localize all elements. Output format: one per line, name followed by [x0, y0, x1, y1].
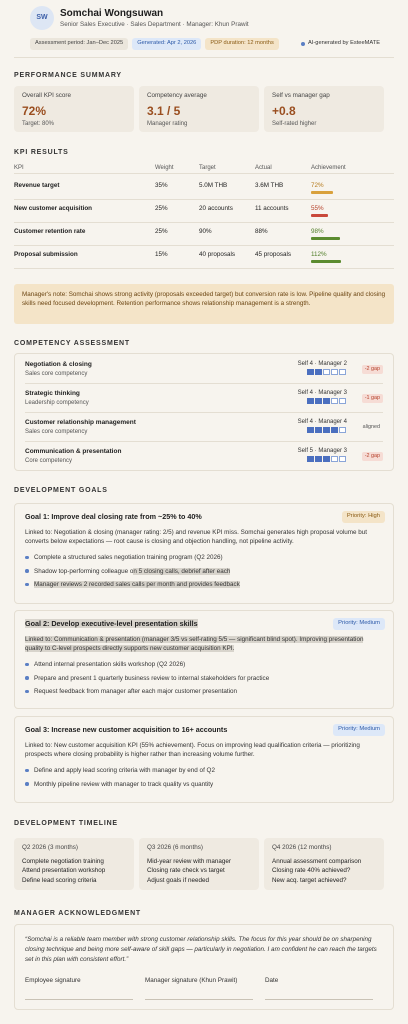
timeline-card-q3	[139, 838, 259, 890]
competency-score: Self 5 · Manager 3	[297, 448, 347, 454]
date-line[interactable]	[265, 999, 373, 1000]
kpi-row	[14, 222, 394, 246]
employee-signature-line[interactable]	[25, 999, 133, 1000]
rating-boxes	[307, 456, 346, 462]
goal-title: Goal 2: Develop executive-level presentation skills	[25, 619, 198, 628]
goal-description: Linked to: New customer acquisition KPI (55% achievement). Focus on improving lead qualification criteria — prioritizing prospects where closing probability is higher rather than increasing volume further.	[25, 741, 360, 759]
goal-action-item: Complete a structured sales negotiation training program (Q2 2026)	[25, 553, 383, 562]
summary-card-sub: Manager rating	[147, 120, 188, 127]
goal-actions	[25, 660, 383, 696]
competency-category: Core competency	[25, 458, 73, 464]
rating-box	[307, 456, 314, 462]
rating-box	[323, 456, 330, 462]
kpi-name: Customer retention rate	[14, 228, 86, 235]
rating-box	[331, 398, 338, 404]
kpi-weight: 15%	[155, 251, 168, 258]
kpi-achievement: 55%	[311, 205, 324, 212]
kpi-name: New customer acquisition	[14, 205, 93, 212]
section-title-goals: DEVELOPMENT GOALS	[14, 487, 108, 494]
goal-action-item: Request feedback from manager after each major customer presentation	[25, 687, 383, 696]
actual-col-header: Actual	[255, 165, 272, 171]
manager-signature-label: Manager signature (Khun Prawit)	[145, 977, 238, 984]
goal-action-text: Manager reviews 2 recorded sales calls per month and provides feedback	[34, 581, 240, 589]
rating-box	[315, 398, 322, 404]
summary-card-sub: Self-rated higher	[272, 120, 317, 127]
manager-quote: “Somchai is a reliable team member with strong customer relationship skills. The focus for this year should be on sharpening closing technique and being more self-aware of skill gaps — particularly in negotiation. I am confident he can reach the targets set in this plan with consistent effort.”	[25, 936, 377, 964]
timeline-item: Adjust goals if needed	[147, 877, 209, 884]
goal-action-item	[25, 567, 383, 576]
rating-box	[307, 369, 314, 375]
rating-box	[331, 427, 338, 433]
rating-box	[307, 398, 314, 404]
kpi-target: 40 proposals	[199, 251, 236, 258]
competency-row	[25, 356, 383, 384]
rating-box	[315, 427, 322, 433]
achievement-col-header: Achievement	[311, 165, 346, 171]
achievement-bar	[311, 214, 341, 217]
kpi-actual: 3.6M THB	[255, 182, 284, 189]
competency-category: Sales core competency	[25, 429, 88, 435]
competency-name: Negotiation & closing	[25, 361, 92, 368]
timeline-card-q2	[14, 838, 134, 890]
goal-action-item: Monthly pipeline review with manager to track quality vs quantity	[25, 780, 383, 789]
kpi-name: Revenue target	[14, 182, 60, 189]
timeline-item: Complete negotiation training	[22, 857, 104, 865]
summary-card-value: +0.8	[272, 103, 296, 118]
kpi-target: 90%	[199, 228, 212, 235]
kpi-row	[14, 199, 394, 223]
timeline-item: Closing rate 40% achieved?	[272, 867, 351, 875]
priority-badge: Priority: Medium	[333, 618, 385, 630]
rating-box	[331, 369, 338, 375]
goal-card-1	[14, 503, 394, 604]
rating-box	[339, 427, 346, 433]
summary-card-label: Competency average	[147, 92, 207, 99]
goal-action-item: Define and apply lead scoring criteria with manager by end of Q2	[25, 766, 383, 775]
kpi-achievement: 112%	[311, 251, 327, 258]
rating-box	[339, 456, 346, 462]
goal-action-item	[25, 580, 383, 589]
timeline-item: Closing rate check vs target	[147, 867, 225, 875]
avatar: SW	[30, 6, 54, 30]
goal-action-item: Prepare and present 1 quarterly business review to internal stakeholders for practice	[25, 674, 383, 683]
competency-score: Self 4 · Manager 3	[297, 390, 347, 396]
highlighted-text: n 5 closing calls, debrief after each	[133, 567, 231, 575]
generated-pill: Generated: Apr 2, 2026	[132, 38, 201, 50]
header	[14, 0, 394, 58]
goal-description: Linked to: Negotiation & closing (manager rating: 2/5) and revenue KPI miss. Somchai generates high proposal volume but converts below expectations — root cause is closing and objection handling, not pipeline activity.	[25, 528, 367, 546]
priority-badge: Priority: High	[342, 511, 385, 523]
summary-card-gap	[264, 86, 384, 132]
rating-box	[315, 456, 322, 462]
summary-card-label: Overall KPI score	[22, 92, 71, 99]
priority-badge: Priority: Medium	[333, 724, 385, 736]
goal-actions	[25, 766, 383, 789]
date-label: Date	[265, 977, 279, 984]
rating-box	[323, 369, 330, 375]
timeline-item: Define lead scoring criteria	[22, 877, 97, 884]
competency-row	[25, 443, 383, 471]
achievement-bar-fill	[311, 191, 333, 194]
summary-card-competency	[139, 86, 259, 132]
achievement-bar-fill	[311, 214, 328, 217]
section-title-summary: PERFORMANCE SUMMARY	[14, 72, 122, 79]
timeline-head: Q4 2026 (12 months)	[272, 844, 332, 851]
kpi-actual: 11 accounts	[255, 205, 289, 212]
employee-role: Senior Sales Executive · Sales Department · Manager: Khun Prawit	[60, 21, 249, 28]
kpi-achievement: 98%	[311, 228, 324, 235]
section-title-ack: MANAGER ACKNOWLEDGMENT	[14, 910, 141, 917]
rating-box	[339, 369, 346, 375]
kpi-header-divider	[14, 173, 394, 174]
kpi-weight: 35%	[155, 182, 168, 189]
goal-actions	[25, 553, 383, 589]
pdp-duration-pill: PDP duration: 12 months	[205, 38, 278, 50]
section-title-timeline: DEVELOPMENT TIMELINE	[14, 820, 118, 827]
kpi-name: Proposal submission	[14, 251, 78, 258]
kpi-actual: 45 proposals	[255, 251, 292, 258]
goal-title: Goal 1: Improve deal closing rate from ~25% to 40%	[25, 512, 202, 521]
manager-note: Manager's note: Somchai shows strong activity (proposals exceeded target) but conversion rate is low. Pipeline quality and closing skills need focused development. Retention performance shows relationship management is a strength.	[14, 284, 394, 324]
competency-category: Sales core competency	[25, 371, 88, 377]
rating-box	[307, 427, 314, 433]
kpi-target: 20 accounts	[199, 205, 233, 212]
ack-box	[14, 924, 394, 1010]
competency-name: Communication & presentation	[25, 448, 122, 455]
goal-card-3	[14, 716, 394, 803]
rating-box	[331, 456, 338, 462]
ai-note	[301, 40, 380, 48]
goal-action-item: Attend internal presentation skills workshop (Q2 2026)	[25, 660, 383, 669]
rating-box	[323, 398, 330, 404]
achievement-bar	[311, 191, 341, 194]
achievement-bar	[311, 237, 341, 240]
competency-row	[25, 414, 383, 442]
kpi-row	[14, 245, 394, 269]
competency-score: Self 4 · Manager 4	[297, 419, 347, 425]
timeline-item: Mid-year review with manager	[147, 857, 231, 865]
ai-note-text: AI-generated by EsteeMATE	[308, 40, 380, 46]
goal-action-text: Shadow top-performing colleague on 5 closing calls, debrief after each	[34, 567, 231, 575]
competency-name: Customer relationship management	[25, 419, 136, 426]
header-meta	[30, 38, 380, 50]
achievement-bar-fill	[311, 260, 341, 263]
rating-boxes	[307, 427, 346, 433]
timeline-card-q4	[264, 838, 384, 890]
kpi-row	[14, 176, 394, 200]
rating-box	[323, 427, 330, 433]
kpi-target: 5.0M THB	[199, 182, 228, 189]
employee-name: Somchai Wongsuwan	[60, 8, 164, 19]
rating-boxes	[307, 369, 346, 375]
gap-badge: -1 gap	[362, 394, 383, 403]
achievement-bar	[311, 260, 341, 263]
timeline-item: New acq. target achieved?	[272, 877, 347, 884]
employee-signature-label: Employee signature	[25, 977, 81, 984]
competency-table	[14, 353, 394, 471]
competency-row	[25, 385, 383, 413]
summary-card-value: 3.1 / 5	[147, 103, 181, 118]
target-col-header: Target	[199, 165, 216, 171]
goal-title: Goal 3: Increase new customer acquisition to 16+ accounts	[25, 725, 228, 734]
timeline-head: Q2 2026 (3 months)	[22, 844, 79, 851]
kpi-weight: 25%	[155, 228, 168, 235]
timeline-item: Attend presentation workshop	[22, 867, 106, 875]
kpi-weight: 25%	[155, 205, 168, 212]
achievement-bar-fill	[311, 237, 340, 240]
weight-col-header: Weight	[155, 165, 174, 171]
timeline-head: Q3 2026 (6 months)	[147, 844, 204, 851]
rating-boxes	[307, 398, 346, 404]
section-title-kpi: KPI RESULTS	[14, 149, 69, 156]
goal-card-2	[14, 610, 394, 709]
summary-card-value: 72%	[22, 103, 47, 118]
gap-badge: -2 gap	[362, 365, 383, 374]
competency-category: Leadership competency	[25, 400, 89, 406]
section-title-competency: COMPETENCY ASSESSMENT	[14, 340, 130, 347]
rating-box	[339, 398, 346, 404]
ai-dot-icon	[301, 42, 305, 46]
summary-card-kpi	[14, 86, 134, 132]
manager-signature-line[interactable]	[145, 999, 253, 1000]
summary-card-sub: Target: 80%	[22, 120, 55, 127]
gap-badge: aligned	[362, 424, 380, 430]
kpi-actual: 88%	[255, 228, 268, 235]
kpi-col-header: KPI	[14, 165, 24, 171]
summary-card-label: Self vs manager gap	[272, 92, 330, 99]
kpi-achievement: 72%	[311, 182, 324, 189]
rating-box	[315, 369, 322, 375]
competency-name: Strategic thinking	[25, 390, 80, 397]
competency-score: Self 4 · Manager 2	[297, 361, 347, 367]
gap-badge: -2 gap	[362, 452, 383, 461]
goal-description: Linked to: Communication & presentation (manager 3/5 vs self-rating 5/5 — significant blind spot). Improving presentation quality to C-level prospects directly supports new customer acquisition KPI.	[25, 635, 364, 653]
period-pill: Assessment period: Jan–Dec 2025	[30, 38, 128, 50]
timeline-item: Annual assessment comparison	[272, 857, 362, 865]
